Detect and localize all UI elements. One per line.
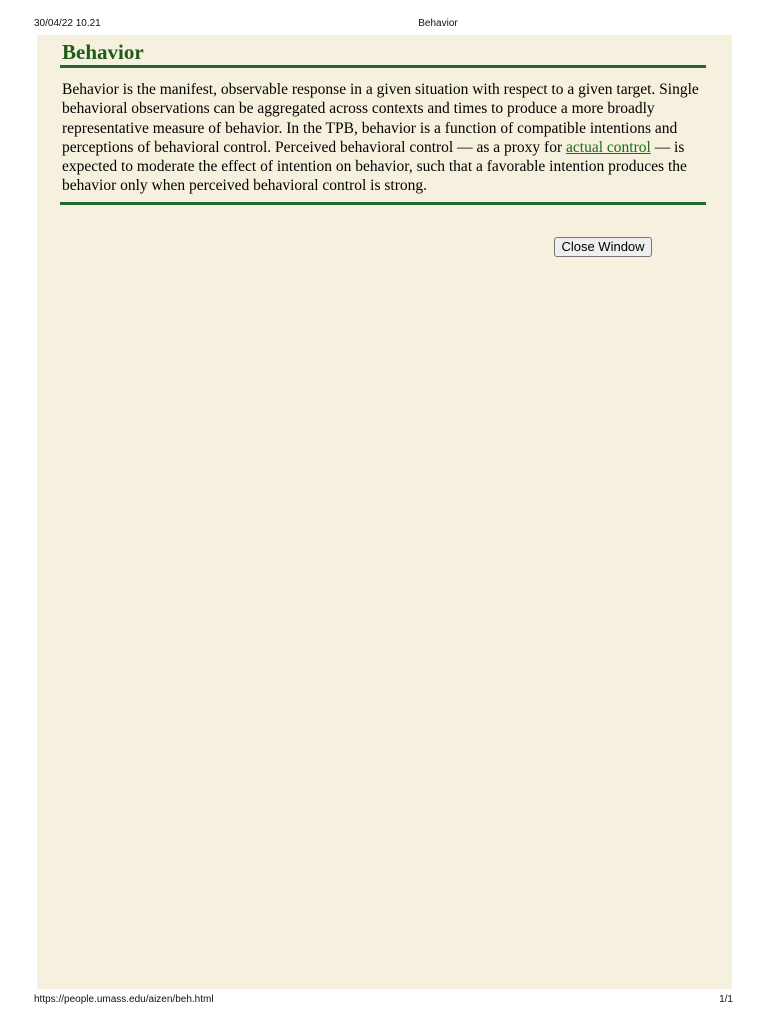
print-title: Behavior bbox=[418, 18, 458, 29]
page-content-area bbox=[37, 35, 732, 989]
article-body bbox=[62, 80, 702, 196]
close-window-button[interactable]: Close Window bbox=[554, 237, 652, 257]
top-divider bbox=[60, 65, 706, 68]
article bbox=[60, 39, 705, 205]
print-date: 30/04/22 10.21 bbox=[34, 18, 101, 29]
page-title: Behavior bbox=[62, 40, 144, 64]
print-url: https://people.umass.edu/aizen/beh.html bbox=[34, 994, 214, 1005]
print-header bbox=[0, 18, 768, 30]
body-text-start: Behavior is the manifest, observable response in a given situation with respect to a given target. Single behavioral observations can be aggregated across contexts and times to produce a more broadly representative measure of behavior. In the TPB, behavior is a function of compatible intentions and perceptions of behavioral control. Perceived behavioral control — as a proxy for bbox=[62, 81, 699, 156]
bottom-divider bbox=[60, 202, 706, 205]
page-count: 1/1 bbox=[719, 994, 733, 1005]
print-footer bbox=[0, 994, 768, 1006]
actual-control-link[interactable]: actual control bbox=[566, 138, 651, 156]
body-text-end: — is expected to moderate the effect of intention on behavior, such that a favorable intention produces the behavior only when perceived behavioral control is strong. bbox=[62, 138, 687, 195]
